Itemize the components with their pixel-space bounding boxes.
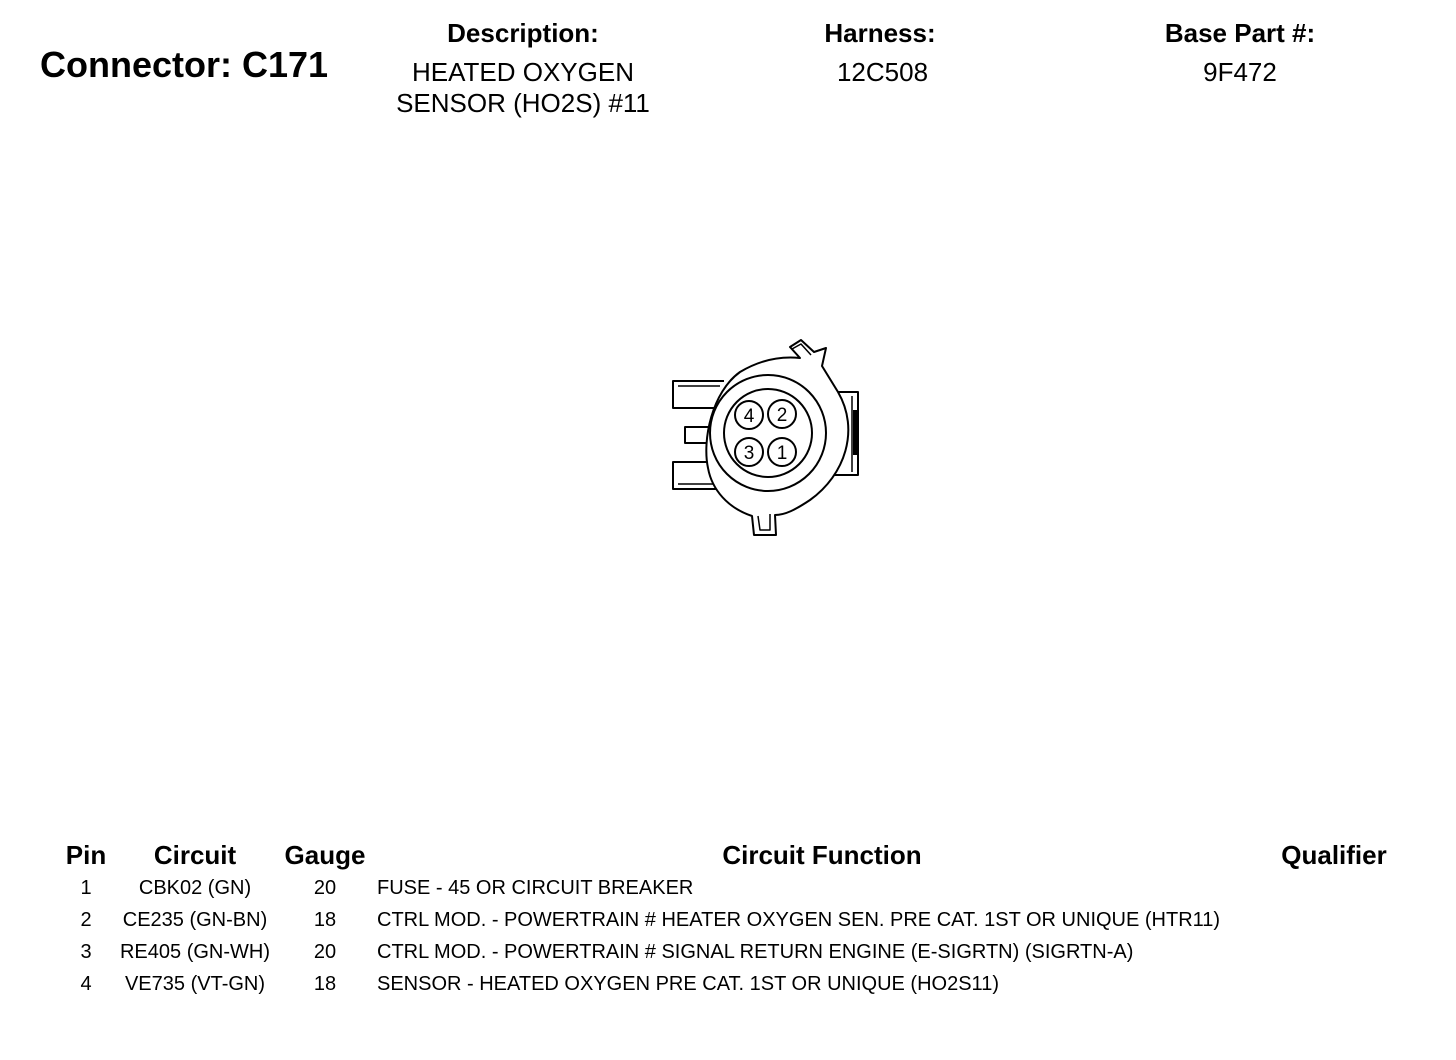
column-header-circuit-function: Circuit Function bbox=[722, 840, 922, 870]
row-pin: 4 bbox=[80, 973, 92, 995]
table-row bbox=[0, 877, 1456, 909]
column-header-pin: Pin bbox=[65, 840, 107, 870]
description-line-2: SENSOR (HO2S) #11 bbox=[396, 88, 650, 118]
harness-label: Harness: bbox=[824, 18, 936, 48]
row-circuit: CBK02 (GN) bbox=[138, 877, 252, 899]
base-part-value: 9F472 bbox=[1203, 57, 1277, 87]
row-pin: 1 bbox=[80, 877, 92, 899]
center-key bbox=[685, 427, 708, 443]
row-gauge: 18 bbox=[313, 973, 337, 995]
pin-label-3: 3 bbox=[743, 443, 755, 464]
description-label: Description: bbox=[447, 18, 599, 48]
harness-value: 12C508 bbox=[836, 57, 929, 87]
column-header-gauge: Gauge bbox=[284, 840, 366, 870]
base-part-label: Base Part #: bbox=[1164, 18, 1316, 48]
row-pin: 3 bbox=[80, 941, 92, 963]
row-circuit-function: CTRL MOD. - POWERTRAIN # HEATER OXYGEN SEN. PRE CAT. 1ST OR UNIQUE (HTR11) bbox=[377, 909, 1221, 931]
inner-cavity-ring bbox=[724, 389, 812, 477]
row-gauge: 18 bbox=[313, 909, 337, 931]
column-header-qualifier: Qualifier bbox=[1281, 840, 1387, 870]
row-circuit: VE735 (VT-GN) bbox=[124, 973, 266, 995]
connector-face-diagram bbox=[660, 330, 870, 545]
connector-title: Connector: C171 bbox=[40, 44, 329, 85]
pin-label-1: 1 bbox=[776, 443, 788, 464]
row-gauge: 20 bbox=[313, 941, 337, 963]
table-row bbox=[0, 941, 1456, 973]
row-circuit: CE235 (GN-BN) bbox=[122, 909, 268, 931]
row-pin: 2 bbox=[80, 909, 92, 931]
description-value bbox=[363, 57, 683, 119]
row-circuit-function: SENSOR - HEATED OXYGEN PRE CAT. 1ST OR UNIQUE (HO2S11) bbox=[377, 973, 999, 995]
pin-label-4: 4 bbox=[743, 406, 755, 427]
table-row bbox=[0, 909, 1456, 941]
row-circuit-function: CTRL MOD. - POWERTRAIN # SIGNAL RETURN ENGINE (E-SIGRTN) (SIGRTN-A) bbox=[377, 941, 1134, 963]
column-header-circuit: Circuit bbox=[153, 840, 237, 870]
table-row bbox=[0, 973, 1456, 1005]
row-gauge: 20 bbox=[313, 877, 337, 899]
description-line-1: HEATED OXYGEN bbox=[411, 57, 634, 87]
row-circuit: RE405 (GN-WH) bbox=[119, 941, 270, 963]
pin-label-2: 2 bbox=[776, 405, 788, 426]
row-circuit-function: FUSE - 45 OR CIRCUIT BREAKER bbox=[377, 877, 694, 899]
